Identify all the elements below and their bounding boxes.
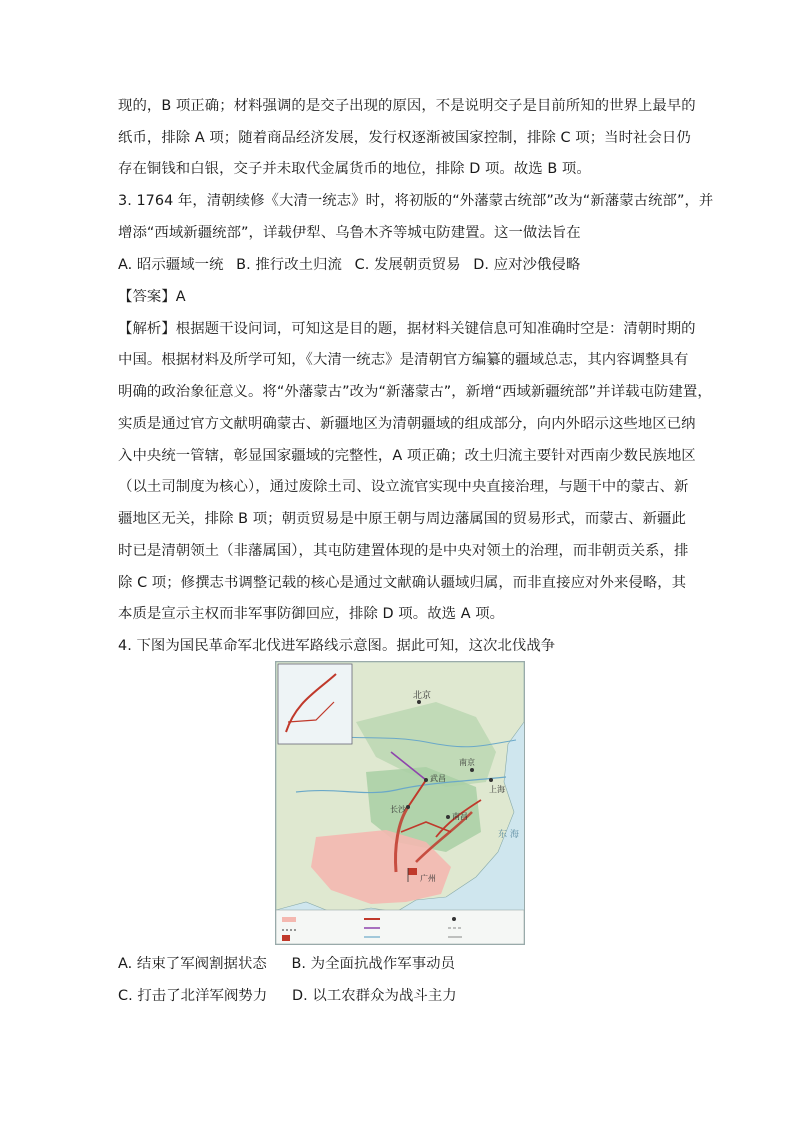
option-a: A. 结束了军阀割据状态 — [118, 956, 267, 972]
map-svg — [276, 662, 524, 944]
northern-expedition-map — [275, 661, 525, 945]
question-4-options-row-2 — [118, 986, 457, 1006]
question-3-stem: 3. 1764 年，清朝续修《大清一统志》时，将初版的“外藩蒙古统部”改为“新藩蒙古统部”，并 — [118, 193, 714, 209]
option-d: D. 应对沙俄侵略 — [473, 257, 581, 273]
option-a: A. 昭示疆域一统 — [118, 257, 224, 273]
analysis-line: 时已是清朝领土（非藩属国），其屯防建置体现的是中央对领土的治理，而非朝贡关系，排 — [118, 543, 689, 559]
city-dot — [470, 768, 474, 772]
analysis-line: 明确的政治象征意义。将“外藩蒙古”改为“新藩蒙古”，新增“西域新疆统部”并详载屯防建置， — [118, 384, 712, 400]
analysis-line: 【解析】根据题干设问词，可知这是目的题，据材料关键信息可知准确时空是：清朝时期的 — [118, 321, 696, 337]
analysis-line: （以土司制度为核心），通过废除土司、设立流官实现中央直接治理，与题干中的蒙古、新 — [118, 479, 689, 495]
city-label-beijing: 北京 — [413, 691, 432, 701]
question-3-stem: 增添“西域新疆统部”，详载伊犁、乌鲁木齐等城屯防建置。这一做法旨在 — [118, 225, 581, 241]
analysis-line: 本质是宣示主权而非军事防御回应，排除 D 项。故选 A 项。 — [118, 606, 505, 622]
text-line: 存在铜钱和白银，交子并未取代金属货币的地位，排除 D 项。故选 B 项。 — [118, 161, 591, 177]
city-dot — [489, 778, 493, 782]
city-label-wuchang: 武昌 — [430, 774, 446, 783]
analysis-line: 除 C 项；修撰志书调整记载的核心是通过文献确认疆域归属，而非直接应对外来侵略，其 — [118, 575, 687, 591]
option-c: C. 打击了北洋军阀势力 — [118, 988, 268, 1004]
option-b: B. 推行改土归流 — [236, 257, 342, 273]
city-label-guangzhou: 广州 — [420, 874, 436, 883]
city-label-changsha: 长沙 — [390, 805, 406, 814]
city-label-nanchang: 南昌 — [452, 812, 468, 821]
answer-label: 【答案】A — [118, 289, 186, 305]
analysis-line: 入中央统一管辖，彰显国家疆域的完整性，A 项正确；改土归流主要针对西南少数民族地区 — [118, 448, 696, 464]
sea-label: 东 海 — [498, 830, 519, 840]
question-4-stem: 4. 下图为国民革命军北伐进军路线示意图。据此可知，这次北伐战争 — [118, 638, 556, 654]
legend-swatch — [282, 935, 290, 941]
inset-map — [278, 664, 352, 744]
guangzhou-flag-icon — [408, 868, 417, 875]
city-dot — [406, 805, 410, 809]
legend-swatch — [282, 917, 296, 922]
option-c: C. 发展朝贡贸易 — [354, 257, 461, 273]
city-label-nanjing: 南京 — [459, 758, 475, 767]
analysis-line: 实质是通过官方文献明确蒙古、新疆地区为清朝疆域的组成部分，向内外昭示这些地区已纳 — [118, 416, 696, 432]
city-label-shanghai: 上海 — [489, 785, 505, 794]
option-b: B. 为全面抗战作军事动员 — [291, 956, 456, 972]
text-line: 现的，B 项正确；材料强调的是交子出现的原因，不是说明交子是目前所知的世界上最早的 — [118, 98, 696, 114]
text-line: 纸币，排除 A 项；随着商品经济发展，发行权逐渐被国家控制，排除 C 项；当时社会日仍 — [118, 130, 691, 146]
question-4-options-row-1 — [118, 954, 455, 974]
analysis-line: 疆地区无关，排除 B 项；朝贡贸易是中原王朝与周边藩属国的贸易形式，而蒙古、新疆此 — [118, 511, 686, 527]
option-d: D. 以工农群众为战斗主力 — [291, 988, 457, 1004]
city-dot — [446, 815, 450, 819]
city-dot — [424, 778, 428, 782]
map-legend — [276, 910, 524, 944]
question-3-options — [118, 255, 580, 275]
analysis-line: 中国。根据材料及所学可知，《大清一统志》是清朝官方编纂的疆域总志，其内容调整具有 — [118, 352, 689, 368]
